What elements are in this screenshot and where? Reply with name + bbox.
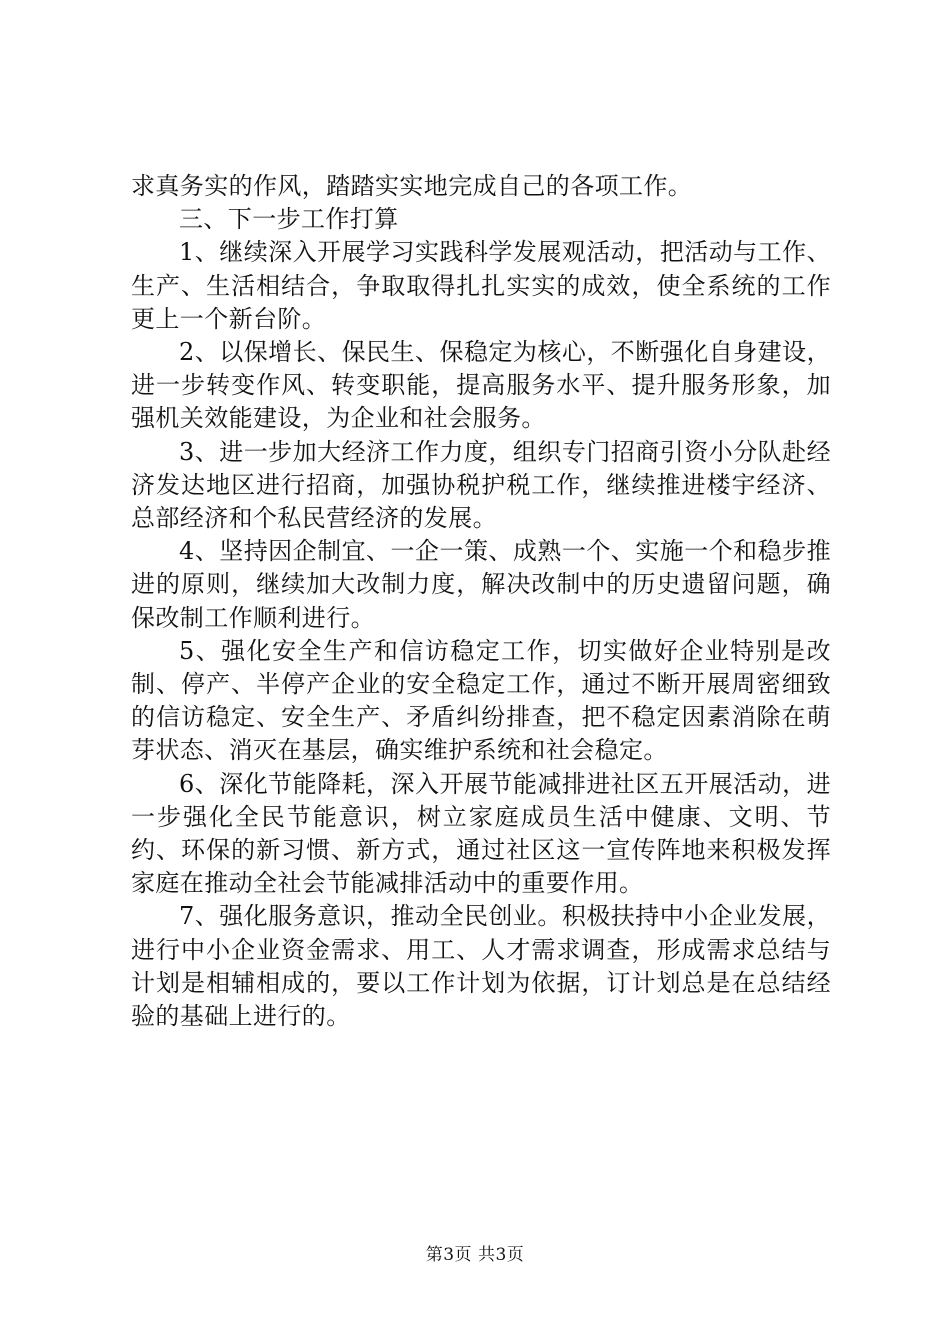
paragraph-item-1: 1、继续深入开展学习实践科学发展观活动，把活动与工作、生产、生活相结合，争取取得扎扎实实的成效，使全系统的工作更上一个新台阶。 (131, 238, 831, 333)
paragraph-item-5: 5、强化安全生产和信访稳定工作，切实做好企业特别是改制、停产、半停产企业的安全稳定工作，通过不断开展周密细致的信访稳定、安全生产、矛盾纠纷排查，把不稳定因素消除在萌芽状态、消灭在基层，确实维护系统和社会稳定。 (131, 636, 831, 765)
page-footer (0, 1240, 950, 1265)
document-body (131, 170, 831, 1033)
paragraph-continuation: 求真务实的作风，踏踏实实地完成自己的各项工作。 (131, 172, 693, 200)
paragraph-item-4: 4、坚持因企制宜、一企一策、成熟一个、实施一个和稳步推进的原则，继续加大改制力度，解决改制中的历史遗留问题，确保改制工作顺利进行。 (131, 537, 831, 632)
paragraph-item-6: 6、深化节能降耗，深入开展节能减排进社区五开展活动，进一步强化全民节能意识，树立家庭成员生活中健康、文明、节约、环保的新习惯、新方式，通过社区这一宣传阵地来积极发挥家庭在推动全社会节能减排活动中的重要作用。 (131, 769, 831, 898)
paragraph-item-7: 7、强化服务意识，推动全民创业。积极扶持中小企业发展，进行中小企业资金需求、用工、人才需求调查，形成需求总结与计划是相辅相成的，要以工作计划为依据，订计划总是在总结经验的基础上进行的。 (131, 902, 831, 1031)
paragraph-item-3: 3、进一步加大经济工作力度，组织专门招商引资小分队赴经济发达地区进行招商，加强协税护税工作，继续推进楼宇经济、总部经济和个私民营经济的发展。 (131, 437, 831, 533)
section-heading: 三、下一步工作打算 (179, 205, 399, 234)
page-number: 第3页 共3页 (425, 1245, 525, 1265)
paragraph-item-2: 2、以保增长、保民生、保稳定为核心，不断强化自身建设，进一步转变作风、转变职能，提高服务水平、提升服务形象，加强机关效能建设，为企业和社会服务。 (131, 338, 831, 433)
